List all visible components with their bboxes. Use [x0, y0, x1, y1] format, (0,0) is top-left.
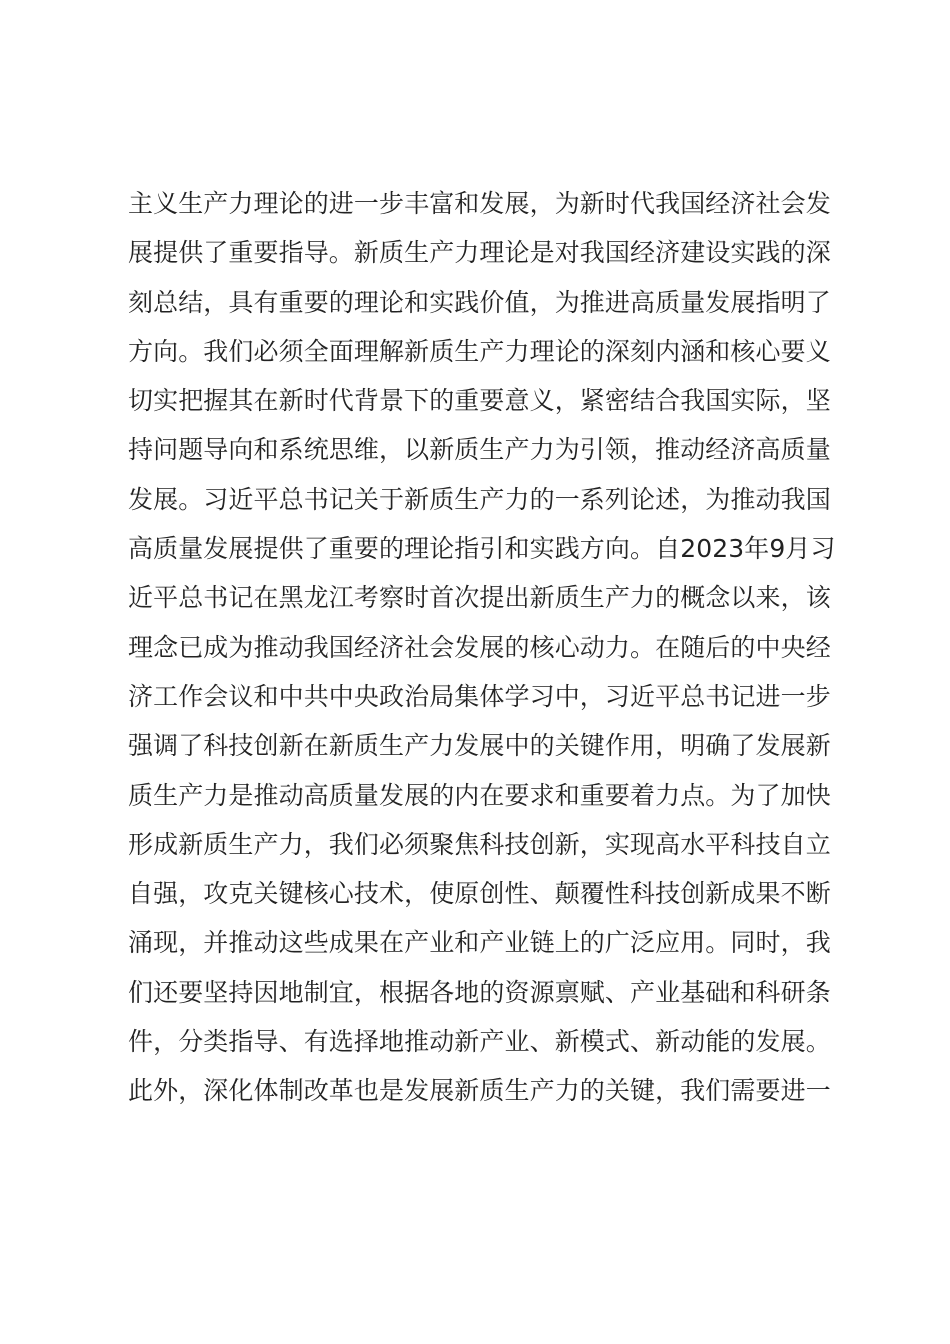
text-line: 切实把握其在新时代背景下的重要意义，紧密结合我国实际，坚: [128, 386, 831, 416]
text-line: 主义生产力理论的进一步丰富和发展，为新时代我国经济社会发: [128, 189, 831, 218]
text-line: 件，分类指导、有选择地推动新产业、新模式、新动能的发展。: [128, 1027, 831, 1057]
text-line: 自强，攻克关键核心技术，使原创性、颠覆性科技创新成果不断: [128, 879, 831, 909]
text-line: 刻总结，具有重要的理论和实践价值，为推进高质量发展指明了: [128, 287, 831, 317]
text-line: 近平总书记在黑龙江考察时首次提出新质生产力的概念以来，该: [128, 583, 831, 613]
text-line: 形成新质生产力，我们必须聚焦科技创新，实现高水平科技自立: [128, 829, 831, 859]
text-line: 强调了科技创新在新质生产力发展中的关键作用，明确了发展新: [128, 731, 831, 761]
text-line: 们还要坚持因地制宜，根据各地的资源禀赋、产业基础和科研条: [128, 977, 831, 1007]
text-line: 高质量发展提供了重要的理论指引和实践方向。自2023年9月习: [128, 534, 836, 564]
body-paragraph: [128, 179, 848, 1116]
text-line: 济工作会议和中共中央政治局集体学习中，习近平总书记进一步: [128, 681, 831, 711]
text-line: 持问题导向和系统思维，以新质生产力为引领，推动经济高质量: [128, 435, 831, 465]
text-line: 发展。习近平总书记关于新质生产力的一系列论述，为推动我国: [128, 484, 831, 514]
text-line: 此外，深化体制改革也是发展新质生产力的关键，我们需要进一: [128, 1076, 831, 1106]
text-line: 展提供了重要指导。新质生产力理论是对我国经济建设实践的深: [128, 238, 831, 268]
text-line: 方向。我们必须全面理解新质生产力理论的深刻内涵和核心要义: [128, 336, 831, 366]
text-line: 理念已成为推动我国经济社会发展的核心动力。在随后的中央经: [128, 632, 831, 662]
text-line: 涌现，并推动这些成果在产业和产业链上的广泛应用。同时，我: [128, 928, 831, 958]
text-line: 质生产力是推动高质量发展的内在要求和重要着力点。为了加快: [128, 780, 831, 810]
